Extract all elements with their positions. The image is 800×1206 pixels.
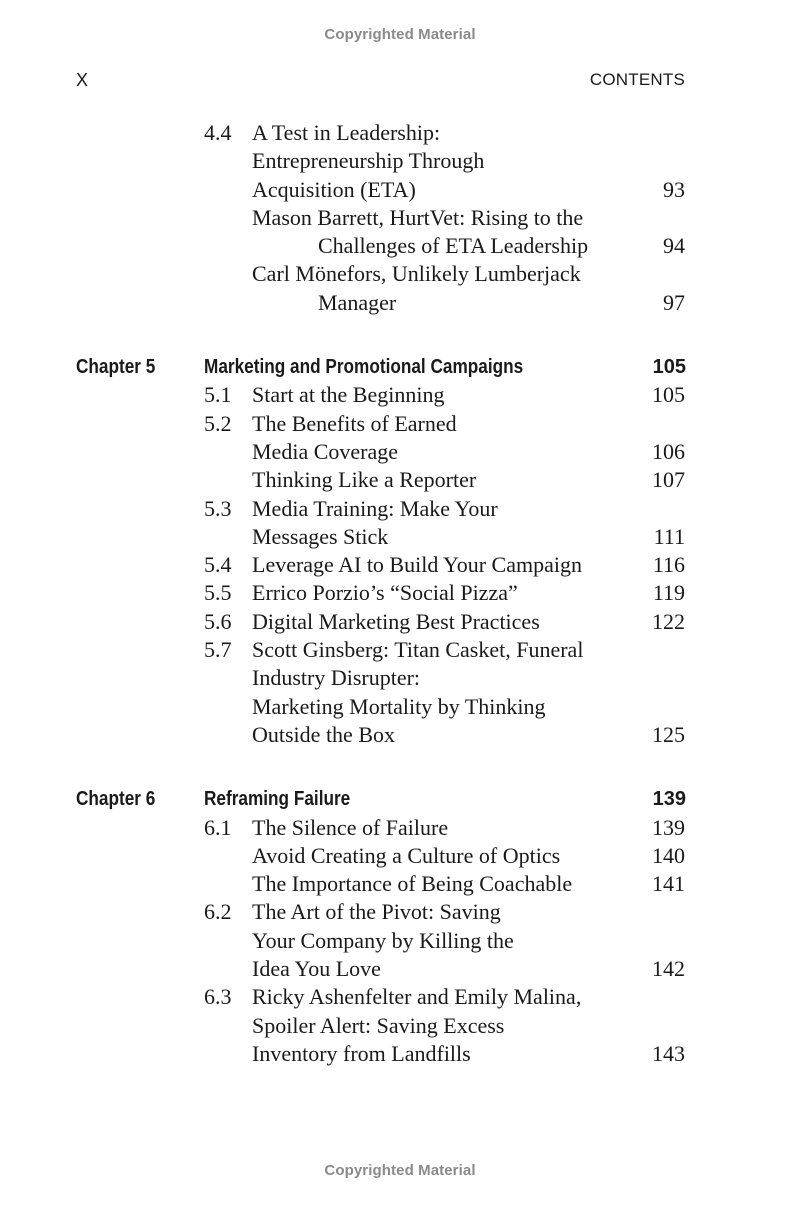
section-title: Entrepreneurship Through	[252, 148, 485, 174]
section-title: A Test in Leadership:	[252, 120, 441, 145]
chapter-title: Reframing Failure	[204, 788, 351, 811]
toc-entry-line[interactable]	[0, 927, 800, 955]
chapter-5-entries	[0, 381, 800, 749]
toc-entry-line[interactable]	[0, 147, 800, 175]
section-page-number: 106	[652, 438, 685, 464]
toc-entry-line[interactable]	[0, 1040, 800, 1068]
section-title: Scott Ginsberg: Titan Casket, Funeral	[252, 637, 584, 663]
section-page-number: 125	[652, 721, 685, 747]
section-title: Carl Mönefors, Unlikely Lumberjack	[252, 261, 581, 287]
chapter-label: Chapter 6	[76, 788, 156, 811]
toc-entry-line[interactable]	[0, 495, 800, 523]
section-title: Thinking Like a Reporter	[252, 467, 477, 493]
section-number: 4.4	[204, 120, 232, 145]
toc-entry-line[interactable]	[0, 870, 800, 898]
section-page-number: 140	[652, 842, 685, 868]
section-page-number: 107	[652, 467, 685, 493]
section-page-number: 116	[652, 552, 685, 578]
section-title: Outside the Box	[252, 721, 395, 747]
toc-entry-line[interactable]	[0, 1012, 800, 1040]
section-title: Industry Disrupter:	[252, 665, 421, 691]
toc-entry-line[interactable]	[0, 204, 800, 232]
chapter-6-entries	[0, 814, 800, 1069]
section-title: Spoiler Alert: Saving Excess	[252, 1012, 505, 1038]
section-title: The Benefits of Earned	[252, 410, 457, 436]
section-title: Media Training: Make Your	[252, 495, 498, 521]
section-page-number: 139	[652, 814, 685, 840]
section-title: Messages Stick	[252, 523, 389, 549]
section-number: 6.2	[204, 899, 232, 925]
toc-entry-line[interactable]	[0, 664, 800, 692]
toc-entry-line[interactable]	[0, 955, 800, 983]
section-title: Marketing Mortality by Thinking	[252, 693, 546, 719]
copyright-watermark-top: Copyrighted Material	[324, 26, 476, 43]
section-title: Ricky Ashenfelter and Emily Malina,	[252, 984, 582, 1010]
toc-entry-line[interactable]	[0, 579, 800, 607]
section-page-number: 93	[663, 176, 685, 202]
section-title: Errico Porzio’s “Social Pizza”	[252, 580, 518, 606]
toc-entry-line[interactable]	[0, 721, 800, 749]
chapter-title: Marketing and Promotional Campaigns	[204, 356, 524, 379]
section-page-number: 122	[652, 608, 685, 634]
toc-entry-line[interactable]	[0, 119, 800, 147]
section-title: Mason Barrett, HurtVet: Rising to the	[252, 204, 584, 230]
toc-entry-line[interactable]	[0, 232, 800, 260]
section-number: 5.3	[204, 495, 232, 521]
section-title: Digital Marketing Best Practices	[252, 608, 540, 634]
section-page-number: 143	[652, 1040, 685, 1066]
toc-entry-line[interactable]	[0, 693, 800, 721]
chapter-5	[0, 353, 800, 749]
toc-entry-line[interactable]	[0, 176, 800, 204]
toc-entry-line[interactable]	[0, 381, 800, 409]
table-of-contents	[0, 119, 800, 1068]
chapter-label: Chapter 5	[76, 356, 156, 379]
section-number: 5.6	[204, 608, 232, 634]
section-number: 6.1	[204, 814, 232, 840]
chapter-heading[interactable]	[0, 785, 800, 813]
chapter-heading[interactable]	[0, 353, 800, 381]
toc-entry-line[interactable]	[0, 438, 800, 466]
section-title: Your Company by Killing the	[252, 927, 514, 953]
toc-entry-line[interactable]	[0, 636, 800, 664]
section-page-number: 105	[652, 382, 685, 408]
section-title: Avoid Creating a Culture of Optics	[252, 842, 561, 868]
section-title: Media Coverage	[252, 438, 398, 464]
section-page-number: 94	[663, 233, 685, 259]
toc-entry-line[interactable]	[0, 289, 800, 317]
section-title: Leverage AI to Build Your Campaign	[252, 552, 582, 578]
section-title: Challenges of ETA Leadership	[318, 233, 589, 259]
section-title: Manager	[318, 289, 397, 315]
section-page-number: 142	[652, 956, 685, 982]
section-title: Inventory from Landfills	[252, 1040, 471, 1066]
section-title: Start at the Beginning	[252, 382, 445, 408]
toc-entry-line[interactable]	[0, 466, 800, 494]
section-page-number: 111	[653, 523, 685, 549]
section-page-number: 119	[652, 580, 685, 606]
toc-entry-line[interactable]	[0, 260, 800, 288]
toc-entry-line[interactable]	[0, 523, 800, 551]
running-head: CONTENTS	[589, 70, 685, 89]
toc-entry-line[interactable]	[0, 983, 800, 1011]
section-number: 5.7	[204, 637, 232, 663]
section-title: Idea You Love	[252, 956, 381, 982]
chapter-6	[0, 785, 800, 1068]
section-page-number: 97	[663, 289, 685, 315]
section-title: The Silence of Failure	[252, 814, 449, 840]
toc-continued-section	[0, 119, 800, 317]
chapter-page-number: 105	[652, 356, 686, 379]
section-title: The Art of the Pivot: Saving	[252, 899, 501, 925]
section-page-number: 141	[652, 871, 685, 897]
toc-entry-line[interactable]	[0, 608, 800, 636]
toc-entry-line[interactable]	[0, 842, 800, 870]
page-number: X	[76, 70, 89, 90]
section-number: 5.1	[204, 382, 232, 408]
copyright-watermark-bottom: Copyrighted Material	[324, 1162, 476, 1179]
section-number: 5.5	[204, 580, 232, 606]
section-title: Acquisition (ETA)	[252, 176, 416, 202]
toc-entry-line[interactable]	[0, 410, 800, 438]
toc-entry-line[interactable]	[0, 814, 800, 842]
section-number: 5.2	[204, 410, 232, 436]
toc-entry-line[interactable]	[0, 551, 800, 579]
section-number: 6.3	[204, 984, 232, 1010]
section-number: 5.4	[204, 552, 232, 578]
toc-entry-line[interactable]	[0, 898, 800, 926]
chapter-page-number: 139	[652, 788, 686, 811]
section-title: The Importance of Being Coachable	[252, 871, 573, 897]
